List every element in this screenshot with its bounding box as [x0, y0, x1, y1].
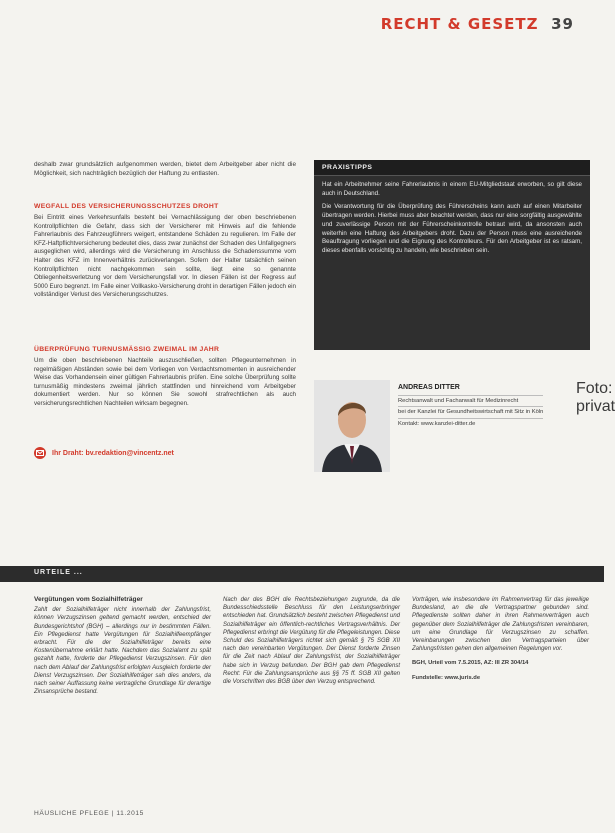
- urteile-bar: [0, 566, 604, 582]
- author-detail: Rechtsanwalt und Fachanwalt für Medizinrecht: [398, 395, 543, 406]
- photo-credit: Foto: privat: [576, 380, 615, 415]
- section1-text: Bei Eintritt eines Verkehrsunfalls besteht bei Vernachlässigung der oben beschriebenen Kontrollpflichten die Gefahr, dass sich der Versicherer mit Hinweis auf die fehlende Fahrerlaubnis des Fahrzeugführers weigert, entstandene Schäden zu regulieren. Im Falle der KFZ-Haftpflichtversicherung bedeutet dies, dass zwar zunächst der Schaden des Unfallgegners ausgeglichen wird, allerdings wird die Versicherung im Anschluss die Schadenssumme vom Halter des KFZ im Innenverhältnis zurückverlangen. Sofern der Halter tatsächlich seinen Kontrollpflichten nicht nachgekommen sein sollte, liegt eine so genannte Obliegenheitsverletzung vor dem Versicherungsfall vor. In diesen Fällen ist der Regress auf 5000 Euro begrenzt. Im Falle einer Vollkasko-Versicherung droht in derartigen Fällen jedoch ein vollständiger Verlust des Versicherungsschutzes.: [34, 214, 296, 299]
- author-info: [390, 380, 551, 472]
- contact-email[interactable]: Ihr Draht: bv.redaktion@vincentz.net: [52, 449, 174, 457]
- author-photo: [314, 380, 390, 472]
- section-title: RECHT & GESETZ: [380, 15, 539, 33]
- author-detail: bei der Kanzlei für Gesundheitswirtschaft mit Sitz in Köln: [398, 406, 543, 417]
- author-detail: Kontakt: www.kanzlei-ditter.de: [398, 418, 543, 429]
- page-number: 39: [551, 15, 574, 33]
- section-heading-ueberpruefung: ÜBERPRÜFUNG TURNUSMÄSSIG ZWEIMAL IM JAHR: [34, 346, 220, 353]
- page-header: [381, 14, 574, 33]
- lead-paragraph: [34, 160, 296, 178]
- judgement-source-link[interactable]: Fundstelle: www.juris.de: [412, 674, 481, 681]
- judgement-text: Nach der des BGH die Rechtsbeziehungen zugrunde, da die Bundesschiedsstelle Beschluss für den Leistungserbringer entschieden hat. Grundsätzlich besteht zwischen Pflegedienst und Sozialhilfeträger ein öffentlich-rechtliches Vertragsverhältnis. Der Pflegedienst erbringt die Vergütung für die Pflegeleistungen. Diese Schuld des Sozialhilfeträgers richtet sich gemäß § 75 SGB XII nach den vereinbarten Vergütungen. Der Dienst forderte Zinsen für die Zeit nach Ablauf der Zahlungsfrist, der Sozialhilfeträger habe sich in Verzug befunden. Der BGH gab dem Pflegedienst Recht: Für die Zahlungsansprüche aus §§ 75 ff. SGB XII gelten die Vorschriften des BGB über den Verzug entsprechend.: [223, 597, 400, 686]
- urteile-label: URTEILE ...: [34, 569, 83, 576]
- judgements-columns: [34, 596, 589, 698]
- mail-icon: [34, 447, 46, 459]
- judgement-text: Vorträgen, wie insbesondere im Rahmenvertrag für das jeweilige Bundesland, an die die Vertragspartner gebunden sind. Pflegedienste sollten daher in ihren Rahmenverträgen auch gegenüber dem Sozialhilfeträger die Zahlungsfristen vereinbaren, um eine Grundlage für Verzugszinsen zu schaffen. Vereinbarungen zwischen den Vertragsparteien über Zahlungsfristen gehen den allgemeinen Regelungen vor.: [412, 597, 589, 653]
- author-box: [314, 380, 576, 472]
- praxistipps-heading: PRAXISTIPPS: [314, 160, 590, 176]
- judgement-column: [34, 596, 211, 698]
- page-footer: HÄUSLICHE PFLEGE | 11.2015: [34, 810, 144, 817]
- judgement-title: Vergütungen vom Sozialhilfeträger: [34, 596, 143, 603]
- praxistipps-paragraph: Hat ein Arbeitnehmer seine Fahrerlaubnis in einem EU-Mitgliedstaat erworben, so gilt diese auch in Deutschland.: [322, 181, 582, 197]
- lead-text: deshalb zwar grundsätzlich aufgenommen werden, bietet dem Arbeitgeber aber nicht die Möglichkeit, sich nachträglich bezüglich der Haftung zu entlasten.: [34, 161, 296, 177]
- judgement-column: [412, 596, 589, 698]
- contact-line: [34, 447, 174, 459]
- section-body-versicherungsschutz: [34, 214, 296, 300]
- judgement-text: Zahlt der Sozialhilfeträger nicht innerhalb der Zahlungsfrist, können Verzugszinsen geltend gemacht werden, entschied der Bundesgerichtshof (BGH) – allerdings nur in bestimmten Fällen. Ein Pflegedienst hatte Vergütungen für Sozialhilfeempfänger erbracht. Für die der Sozialhilfeträger bereits eine Kostenübernahme erklärt hatte. Nachdem das Sozialamt zu spät gezahlt hatte, forderte der Pflegedienst Verzugszinsen. Für den nach dem Ablauf der Zahlungsfrist erfolgten Ausgleich forderte der Dienst Verzugszinsen. Der Sozialhilfeträger sah dies anders, da nach seiner Auffassung keine vertragliche Grundlage für derartige Zinsansprüche bestand.: [34, 607, 211, 696]
- section2-text: Um die oben beschriebenen Nachteile auszuschließen, sollten Pflegeunternehmen in regelmäßigen Abständen sowie bei dem Vorliegen von Verdachtsmomenten in ausreichender Weise das Vorhandensein einer gültigen Fahrerlaubnis prüfen. Eine solche Überprüfung sollte turnusmäßig mindestens zweimal jährlich stattfinden und hinreichend vom Arbeitgeber dokumentiert werden. Nur so können Sie sowohl strafrechtlichen als auch versicherungsrechtlichen Nachteilen wirksam begegnen.: [34, 357, 296, 407]
- section-body-ueberpruefung: [34, 357, 296, 409]
- section-heading-versicherungsschutz: WEGFALL DES VERSICHERUNGSSCHUTZES DROHT: [34, 203, 219, 210]
- praxistipps-paragraph: Die Verantwortung für die Überprüfung des Führerscheins kann auch auf einen Mitarbeiter übertragen werden. Hierbei muss aber beachtet werden, dass nur eine sorgfältig ausgewählte und zuverlässige Person mit der Führerscheinkontrolle betraut wird, da ansonsten auch weiterhin eine Haftung des Arbeitgebers droht. Dazu der Person muss eine ausreichende Beauftragung vorliegen und die Eignung des Kontrolleurs. Für den Arbeitgeber ist es ratsam, dieses ebenfalls vorsichtig zu handeln, wie beschrieben sein.: [322, 203, 582, 254]
- author-name: ANDREAS DITTER: [398, 384, 460, 391]
- judgement-source: BGH, Urteil vom 7.5.2015, AZ: III ZR 304/14: [412, 660, 529, 667]
- judgement-column: [223, 596, 400, 698]
- author-details: [398, 395, 543, 429]
- praxistipps-box: [314, 160, 590, 350]
